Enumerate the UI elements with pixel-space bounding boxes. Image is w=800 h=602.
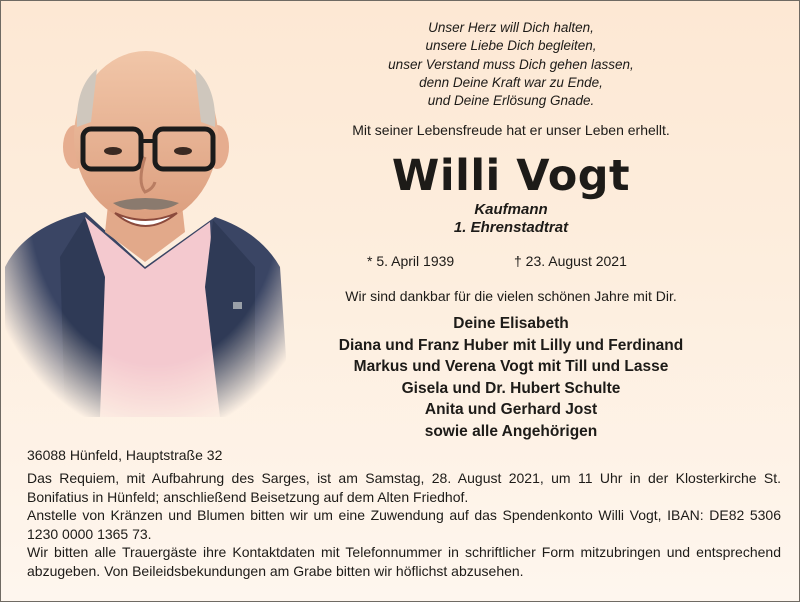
mourner: Deine Elisabeth bbox=[453, 315, 569, 332]
deceased-name: Willi Vogt bbox=[391, 151, 631, 201]
poem-line: Unser Herz will Dich halten, bbox=[428, 20, 594, 35]
funeral-notice bbox=[27, 469, 781, 581]
honorary-title: 1. Ehrenstadtrat bbox=[453, 219, 569, 236]
mourner: sowie alle Angehörigen bbox=[424, 422, 598, 440]
guest-paragraph: Wir bitten alle Trauergäste ihre Kontaktdaten mit Telefonnummer in schriftlicher Form mitzubringen und entsprechend abzugeben. Von Beileidsbekundungen am Grabe bitten wir höflichst abzusehen. bbox=[27, 544, 781, 579]
poem-line: und Deine Erlösung Gnade. bbox=[427, 93, 595, 109]
lifejoy-line: Mit seiner Lebensfreude hat er unser Leben erhellt. bbox=[352, 122, 670, 138]
thanks-line: Wir sind dankbar für die vielen schönen Jahre mit Dir. bbox=[345, 288, 677, 304]
donation-paragraph: Anstelle von Kränzen und Blumen bitten wir um eine Zuwendung auf das Spendenkonto Willi Vogt, IBAN: DE82 5306 1230 0000 1365 73. bbox=[27, 507, 781, 542]
birth-date: * 5. April 1939 bbox=[367, 253, 455, 269]
address: 36088 Hünfeld, Hauptstraße 32 bbox=[27, 447, 223, 463]
mourners-list bbox=[301, 313, 721, 442]
poem-line: unser Verstand muss Dich gehen lassen, bbox=[388, 56, 634, 72]
occupation: Kaufmann bbox=[474, 201, 548, 218]
poem-line: denn Deine Kraft war zu Ende, bbox=[419, 74, 603, 90]
poem bbox=[301, 19, 721, 110]
mourner: Markus und Verena Vogt mit Till und Lasse bbox=[353, 358, 669, 375]
requiem-paragraph: Das Requiem, mit Aufbahrung des Sarges, ist am Samstag, 28. August 2021, um 11 Uhr in der Klosterkirche St. Bonifatius in Hünfeld; anschließend Beisetzung auf dem Alten Friedhof. bbox=[27, 470, 781, 505]
death-date: † 23. August 2021 bbox=[514, 253, 627, 269]
mourner: Diana und Franz Huber mit Lilly und Ferdinand bbox=[338, 336, 684, 354]
poem-line: unsere Liebe Dich begleiten, bbox=[425, 38, 597, 54]
portrait-photo bbox=[5, 17, 305, 417]
mourner: Anita und Gerhard Jost bbox=[424, 401, 598, 418]
mourner: Gisela und Dr. Hubert Schulte bbox=[401, 379, 621, 397]
